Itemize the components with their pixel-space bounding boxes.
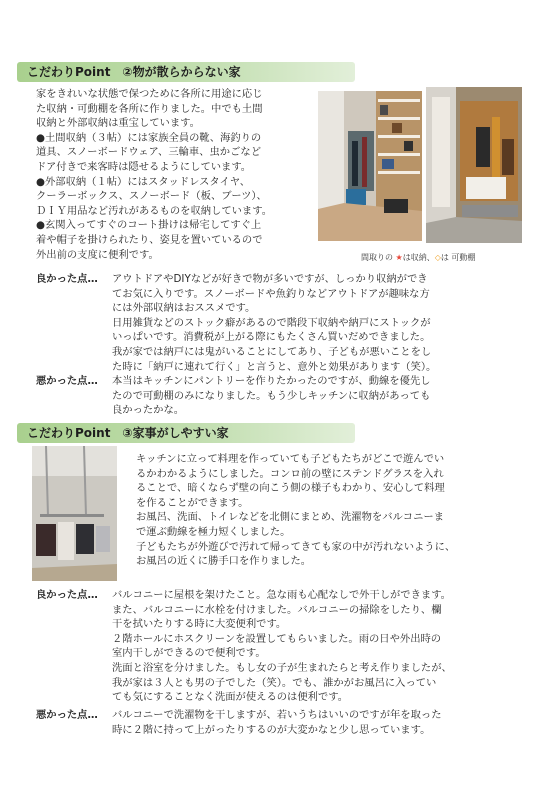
text-line: 日用雑貨などのストック癖があるので階段下収納や納戸にストックが <box>112 316 431 329</box>
text-line: 収納と外部収納は重宝しています。 <box>36 117 200 130</box>
exterior-storage-photo <box>426 87 522 243</box>
text-line: ＤＩＹ用品など汚れがあるものを収納しています。 <box>36 204 273 217</box>
text-line: には外部収納はおススメです。 <box>112 302 256 315</box>
section2-bad-text <box>112 708 442 737</box>
text-line: を作ることができます。 <box>136 496 249 509</box>
text-line: お風呂、洗面、トイレなどを北側にまとめ、洗濯物をバルコニーま <box>136 511 444 524</box>
section2-body <box>136 452 455 569</box>
text-line: アウトドアやDIYなどが好きで物が多いですが、しっかり収納ができ <box>112 273 428 285</box>
entrance-storage-photo <box>318 91 422 241</box>
text-line: バルコニーに屋根を架けたこと。急な雨も心配なしで外干しができます。 <box>112 589 451 601</box>
text-line: クーラーボックス、スノーボード（板、ブーツ）、 <box>36 190 267 203</box>
text-line: 洗面と浴室を分けました。もし女の子が生まれたらと考え作りましたが、 <box>112 661 452 674</box>
section1-good-text <box>112 272 436 374</box>
section2-bad-label: 悪かった点… <box>36 709 98 721</box>
text-line: 時に２階に持って上がったりするのが大変かなと少し思っています。 <box>112 723 431 736</box>
text-line: で運ぶ動線を極力短くしました。 <box>136 525 291 538</box>
text-line: バルコニーで洗濯物を干しますが、若いうちはいいのですが年を取った <box>112 709 442 721</box>
text-line: ●玄関入ってすぐのコート掛けは帰宅してすぐ上 <box>36 219 262 232</box>
text-line: ても気にすることなく洗面が使えるのは便利です。 <box>112 691 349 704</box>
text-line: 家をきれいな状態で保つために各所に用途に応じ <box>36 88 263 100</box>
text-line: るかわかるようにしました。コンロ前の壁にステンドグラスを入れ <box>136 467 444 480</box>
text-line: いっぱいです。消費税が上がる際にもたくさん買いだめできました。 <box>112 331 431 344</box>
photo-caption: 間取りの ★は収納、◇は 可動棚 <box>361 253 476 262</box>
text-line: 着や帽子を掛けられたり、姿見を置いているので <box>36 233 263 246</box>
section1-bad-text <box>112 374 430 418</box>
text-line: ●外部収納（１帖）にはスタッドレスタイヤ、 <box>36 175 250 188</box>
text-line: た時に「納戸に連れて行く」と言うと、意外と効果があります（笑）。 <box>112 360 437 373</box>
text-line: 室内干しができるので便利です。 <box>112 647 266 660</box>
text-line: ●土間収納（３帖）には家族全員の靴、海釣りの <box>36 131 262 144</box>
text-line: 我が家では納戸には鬼がいることにしてあり、子どもが悪いことをし <box>112 345 432 358</box>
text-line: 我が家は３人とも男の子でした（笑）。でも、誰かがお風呂に入ってい <box>112 676 437 689</box>
section1-header: こだわりPoint ②物が散らからない家 <box>17 62 355 82</box>
laundry-drying-photo <box>32 446 117 581</box>
text-line: た収納・可動棚を各所に作りました。中でも土間 <box>36 102 263 115</box>
section1-good-label: 良かった点… <box>36 273 98 285</box>
text-line: 外出前の支度に便利です。 <box>36 248 159 261</box>
text-line: ることで、暗くならず壁の向こう側の様子もわかり、安心して料理 <box>136 482 445 495</box>
text-line: てお気に入りです。スノーボードや魚釣りなどアウトドアが趣味な方 <box>112 287 430 300</box>
text-line: ２階ホールにホスクリーンを設置してもらいました。雨の日や外出時の <box>112 632 442 645</box>
section2-good-text <box>112 588 452 705</box>
section1-body <box>36 87 272 262</box>
text-line: たので可動棚のみになりました。もう少しキッチンに収納があっても <box>112 389 431 402</box>
section1-bad-label: 悪かった点… <box>36 375 98 387</box>
text-line: お風呂の近くに勝手口を作りました。 <box>136 555 312 568</box>
text-line: キッチンに立って料理を作っていても子どもたちがどこで遊んでい <box>136 453 445 465</box>
text-line: 道具、スノーボードウェア、三輪車、虫かごなど <box>36 146 261 159</box>
text-line: 干を拭いたりする時に大変便利です。 <box>112 618 287 631</box>
text-line: ドア付きで来客時は隠せるようにしています。 <box>36 160 252 173</box>
text-line: 良かったかな。 <box>112 404 185 417</box>
diamond-icon: ◇ <box>434 253 441 262</box>
text-line: また、バルコニーに水栓を付けました。バルコニーの掃除をしたり、欄 <box>112 603 442 616</box>
section2-good-label: 良かった点… <box>36 589 98 601</box>
section2-header: こだわりPoint ③家事がしやすい家 <box>17 423 355 443</box>
text-line: 子どもたちが外遊びで汚れて帰ってきても家の中が汚れないように、 <box>136 540 456 553</box>
text-line: 本当はキッチンにパントリーを作りたかったのですが、動線を優先し <box>112 375 431 387</box>
star-icon: ★ <box>395 253 403 262</box>
